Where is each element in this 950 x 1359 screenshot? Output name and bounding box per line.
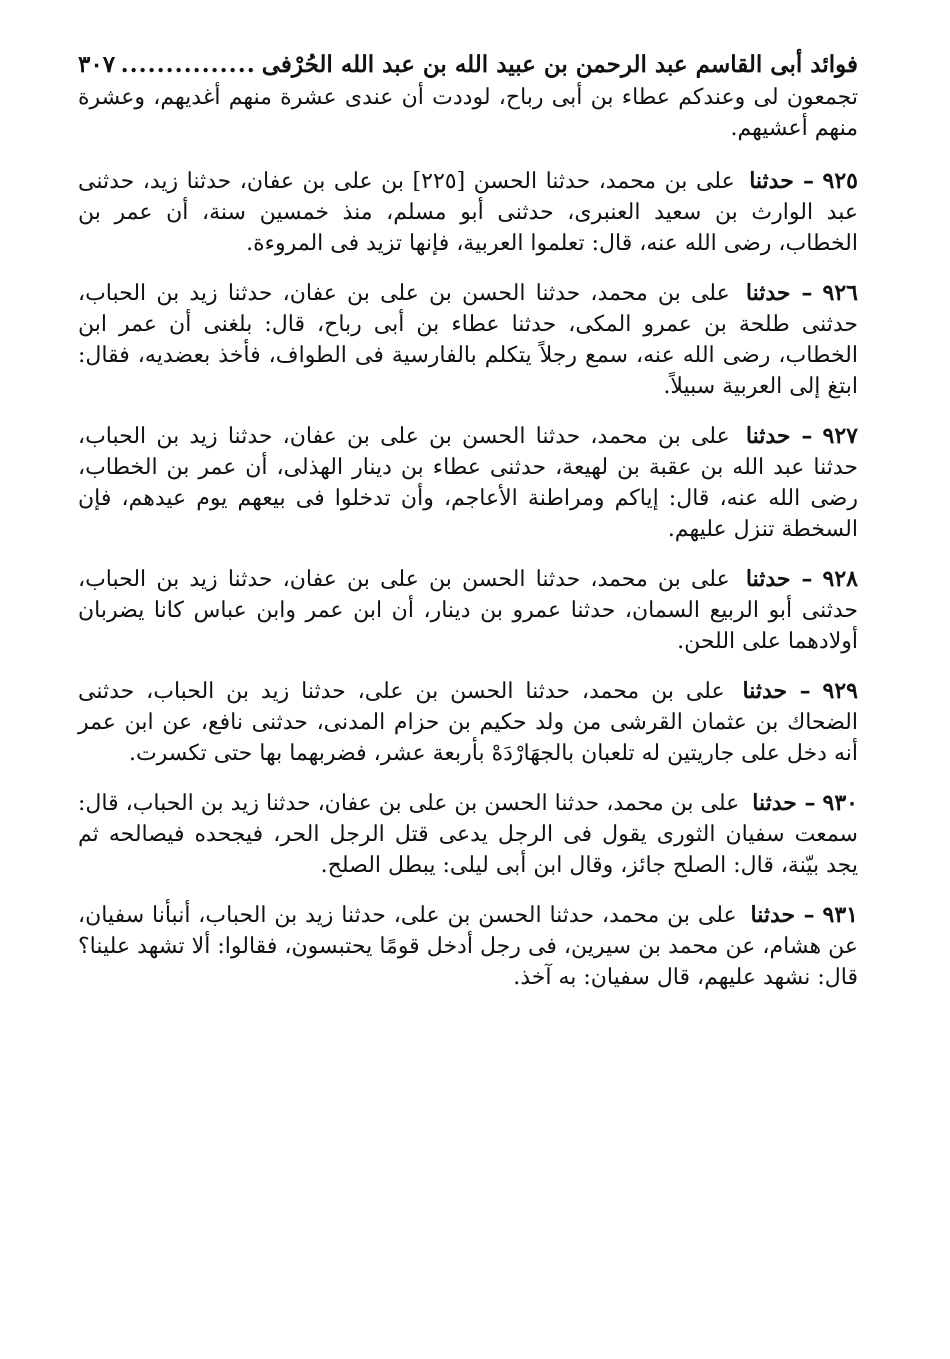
- hadith-text: على بن محمد، حدثنا الحسن بن على، حدثنا زيد بن الحباب، حدثنى الضحاك بن عثمان القرشى من ولد حكيم بن حزام المدنى، حدثنى نافع، عن ابن عمر أنه دخل على جاريتين له تلعبان بالجهَارْدَهْ بأربعة عشر، فضربهما بها حتى تكسرت.: [78, 679, 858, 766]
- hadith-label: – حدثنا: [752, 790, 816, 816]
- hadith-number: ٩٢٥: [822, 168, 858, 194]
- hadith-931: [78, 900, 858, 993]
- continuation-paragraph: تجمعون لى وعندكم عطاء بن أبى رباح، لوددت أن عندى عشرة منهم أغديهم، وعشرة منهم أعشيهم.: [78, 85, 858, 141]
- hadith-number: ٩٢٦: [822, 280, 858, 306]
- hadith-number: ٩٣٠: [822, 790, 858, 816]
- hadith-text: على بن محمد، حدثنا الحسن بن على، حدثنا زيد بن الحباب، أنبأنا سفيان، عن هشام، عن محمد بن سيرين، فى رجل أدخل قومًا يحتبسون، فقالوا: ألا تشهد علينا؟ قال: نشهد عليهم، قال سفيان: به آخذ.: [78, 903, 858, 990]
- page-number: ٣٠٧: [78, 51, 116, 78]
- hadith-text: على بن محمد، حدثنا الحسن بن على بن عفان، حدثنا زيد بن الحباب، قال: سمعت سفيان الثورى يقول فى الرجل يدعى قتل الرجل الحر، فيجحده فيصالحه ثم يجد بيّنة، قال: الصلح جائز، وقال ابن أبى ليلى: يبطل الصلح.: [78, 791, 858, 878]
- book-title: فوائد أبى القاسم عبد الرحمن بن عبيد الله بن عبد الله الحُرْفى: [261, 51, 858, 78]
- hadith-number: ٩٢٧: [822, 423, 858, 449]
- hadith-label: – حدثنا: [750, 902, 815, 928]
- hadith-928: [78, 564, 858, 657]
- hadith-925: [78, 166, 858, 259]
- hadith-label: – حدثنا: [745, 280, 813, 306]
- hadith-text: على بن محمد، حدثنا الحسن بن على بن عفان، حدثنا زيد بن الحباب، حدثنى أبو الربيع السمان، حدثنا عمرو بن دينار، أن ابن عمر وابن عباس كانا يضربان أولادهما على اللحن.: [78, 567, 858, 654]
- book-page: [78, 48, 858, 1012]
- hadith-number: ٩٢٩: [822, 678, 858, 704]
- hadith-926: [78, 278, 858, 402]
- hadith-label: – حدثنا: [749, 168, 815, 194]
- hadith-number: ٩٢٨: [822, 566, 858, 592]
- hadith-label: – حدثنا: [742, 678, 811, 704]
- running-header: [78, 48, 858, 82]
- hadith-number: ٩٣١: [822, 902, 858, 928]
- hadith-927: [78, 421, 858, 545]
- hadith-text: على بن محمد، حدثنا الحسن بن على بن عفان، حدثنا زيد بن الحباب، حدثنا عبد الله بن عقبة بن لهيعة، حدثنى عطاء بن دينار الهذلى، أن عمر بن الخطاب، رضى الله عنه، قال: إياكم ومراطنة الأعاجم، وأن تدخلوا فى بيعهم يوم عيدهم، فإن السخطة تنزل عليهم.: [78, 424, 858, 542]
- hadith-text: على بن محمد، حدثنا الحسن [٢٢٥] بن على بن عفان، حدثنا زيد، حدثنى عبد الوارث بن سعيد العنبرى، حدثنى أبو مسلم، منذ خمسين سنة، أن عمر بن الخطاب، رضى الله عنه، قال: تعلموا العربية، فإنها تزيد فى المروءة.: [78, 169, 858, 256]
- hadith-label: – حدثنا: [745, 423, 813, 449]
- header-leader-dots: ...............: [120, 51, 256, 78]
- hadith-929: [78, 676, 858, 769]
- hadith-930: [78, 788, 858, 881]
- hadith-label: – حدثنا: [745, 566, 813, 592]
- hadith-text: على بن محمد، حدثنا الحسن بن على بن عفان، حدثنا زيد بن الحباب، حدثنى طلحة بن عمرو المكى، حدثنا عطاء بن أبى رباح، قال: بلغنى أن عمر ابن الخطاب، رضى الله عنه، سمع رجلاً يتكلم بالفارسية فى الطواف، فأخذ بعضديه، فقال: ابتغ إلى العربية سبيلاً.: [78, 281, 858, 399]
